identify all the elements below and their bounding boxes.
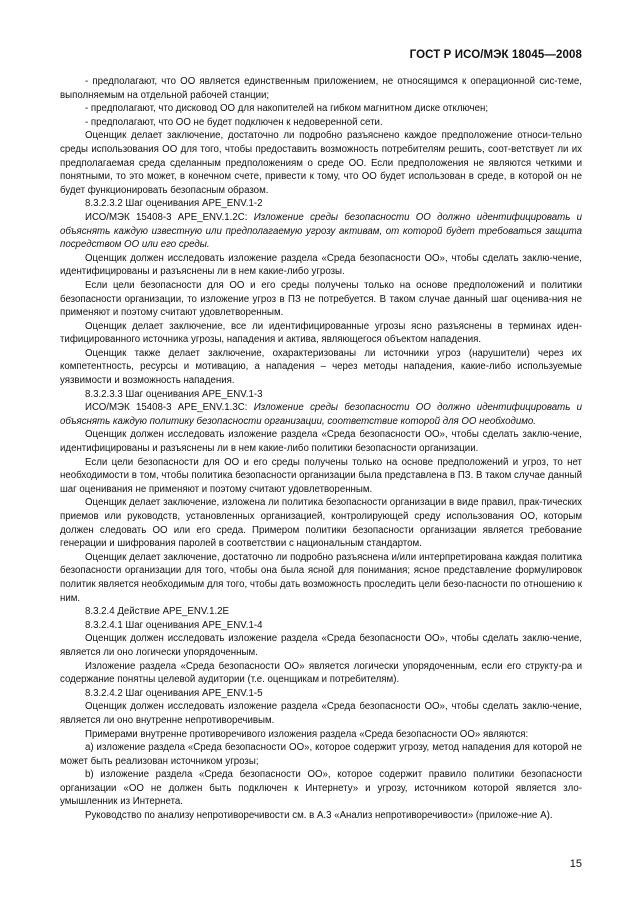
section-heading: 8.3.2.4.2 Шаг оценивания APE_ENV.1-5 <box>85 687 263 699</box>
paragraph: - предполагают, что дисковод ОО для накопителей на гибком магнитном диске отключен; <box>85 103 489 115</box>
requirement-text: Изложение среды безопасности ОО должно идентифицировать и объяснять каждую политику безопасности организации, соответствие которой для ОО необходимо. <box>60 402 582 427</box>
list-item: b) изложение раздела «Среда безопасности ОО», которое содержит правило политики безопасности организации «ОО не должен быть подключен к Интернету» и угрозу, источником которой является зло-умышленник из Интернета. <box>60 769 582 808</box>
paragraph: Изложение раздела «Среда безопасности ОО» является логически упорядоченным, если его структу-ра и содержание понятны целевой аудитории (т.е. оценщикам и потребителям). <box>60 660 582 686</box>
paragraph: Руководство по анализу непротиворечивости см. в А.3 «Анализ непротиворечивости» (приложе-ние А). <box>85 810 553 822</box>
paragraph: Оценщик делает заключение, достаточно ли подробно разъяснена и/или интерпретирована каждая политика безопасности организации для того, чтобы она была ясной для понимания; ясное представление формулировок политик является необходимым для того, чтобы дать возможность проследить цели безо-пасности по отношению к ним. <box>60 551 582 604</box>
paragraph: Оценщик должен исследовать изложение раздела «Среда безопасности ОО», чтобы сделать заклю-чение, является ли оно внутренне непротиворечивым. <box>60 701 582 726</box>
paragraph: Если цели безопасности для ОО и его среды получены только на основе предположений и угроз, то нет необходимости в том, чтобы политика безопасности организации была представлена в ПЗ. В таком случае данный шаг оценивания не применяют и поэтому считают удовлетворенным. <box>60 456 582 495</box>
section-heading: 8.3.2.4.1 Шаг оценивания APE_ENV.1-4 <box>85 619 263 631</box>
paragraph: Оценщик должен исследовать изложение раздела «Среда безопасности ОО», чтобы сделать заклю-чение, идентифицированы и разъяснены ли в нем какие-либо политики безопасности организации. <box>60 429 582 455</box>
paragraph: Оценщик делает заключение, достаточно ли подробно разъяснено каждое предположение относи-тельно среды использования ОО для того, чтобы предоставить возможность потребителям решить, соот-ветствует ли их предполагаемая среда сделанным предположениям о среде ОО. Если предположения не являются четкими и понятными, то это может, в конечном счете, привести к тому, что ОО будет использован в среде, в которой он не будет функционировать безопасным образом. <box>60 130 582 196</box>
paragraph: Оценщик делает заключение, изложена ли политика безопасности организации в виде правил, прак-тических приемов или руководств, установленных организацией, контролирующей среду использования ОО, которым должен следовать ОО или его среда. Примером политики безопасности организации является требование генерации и шифрования паролей в соответствии с национальным стандартом. <box>60 497 582 550</box>
standard-reference: ИСО/МЭК 15408-3 APE_ENV.1.3C: <box>85 402 254 414</box>
paragraph <box>60 401 582 428</box>
section-heading: 8.3.2.3.3 Шаг оценивания APE_ENV.1-3 <box>85 388 263 400</box>
page-header: ГОСТ Р ИСО/МЭК 18045—2008 <box>409 49 582 61</box>
paragraph: Оценщик должен исследовать изложение раздела «Среда безопасности ОО», чтобы сделать заклю-чение, идентифицированы и разъяснены ли в нем какие-либо угрозы. <box>60 252 582 278</box>
paragraph <box>60 211 582 252</box>
list-item: а) изложение раздела «Среда безопасности ОО», которое содержит угрозу, метод нападения для которой не может быть реализован источником угрозы; <box>60 742 582 767</box>
section-heading: 8.3.2.3.2 Шаг оценивания APE_ENV.1-2 <box>85 198 263 210</box>
standard-reference: ИСО/МЭК 15408-3 APE_ENV.1.2C: <box>85 211 254 223</box>
page-number: 15 <box>569 858 582 870</box>
document-body <box>60 75 582 823</box>
section-heading: 8.3.2.4 Действие APE_ENV.1.2E <box>85 606 230 618</box>
paragraph: - предполагают, что ОО не будет подключен к недоверенной сети. <box>85 116 383 128</box>
paragraph: Оценщик также делает заключение, охарактеризованы ли источники угроз (нарушители) через их компетентность, ресурсы и мотивацию, а нападения – через методы нападения, какие-либо используемые уязвимости и возможность нападения. <box>60 347 582 387</box>
paragraph: Оценщик делает заключение, все ли идентифицированные угрозы ясно разъяснены в терминах иден-тифицированного источника угрозы, нападения и актива, являющегося объектом нападения. <box>60 320 582 346</box>
paragraph: - предполагают, что ОО является единственным приложением, не относящимся к операционной сис-теме, выполняемым на отдельной рабочей станции; <box>60 76 582 101</box>
paragraph: Примерами внутренне противоречивого изложения раздела «Среда безопасности ОО» являются: <box>85 728 529 740</box>
paragraph: Если цели безопасности для ОО и его среды получены только на основе предположений и политики безопасности организации, то изложение угроз в ПЗ не потребуется. В таком случае данный шаг оценива-ния не применяют и поэтому считают удовлетворенным. <box>60 279 582 319</box>
paragraph: Оценщик должен исследовать изложение раздела «Среда безопасности ОО», чтобы сделать заклю-чение, является ли оно логически упорядоченным. <box>60 633 582 658</box>
requirement-text: Изложение среды безопасности ОО должно идентифицировать и объяснять каждую известную или предполагаемую угрозу активам, от которой будет требоваться защита посредством ОО или его среды. <box>60 211 582 251</box>
